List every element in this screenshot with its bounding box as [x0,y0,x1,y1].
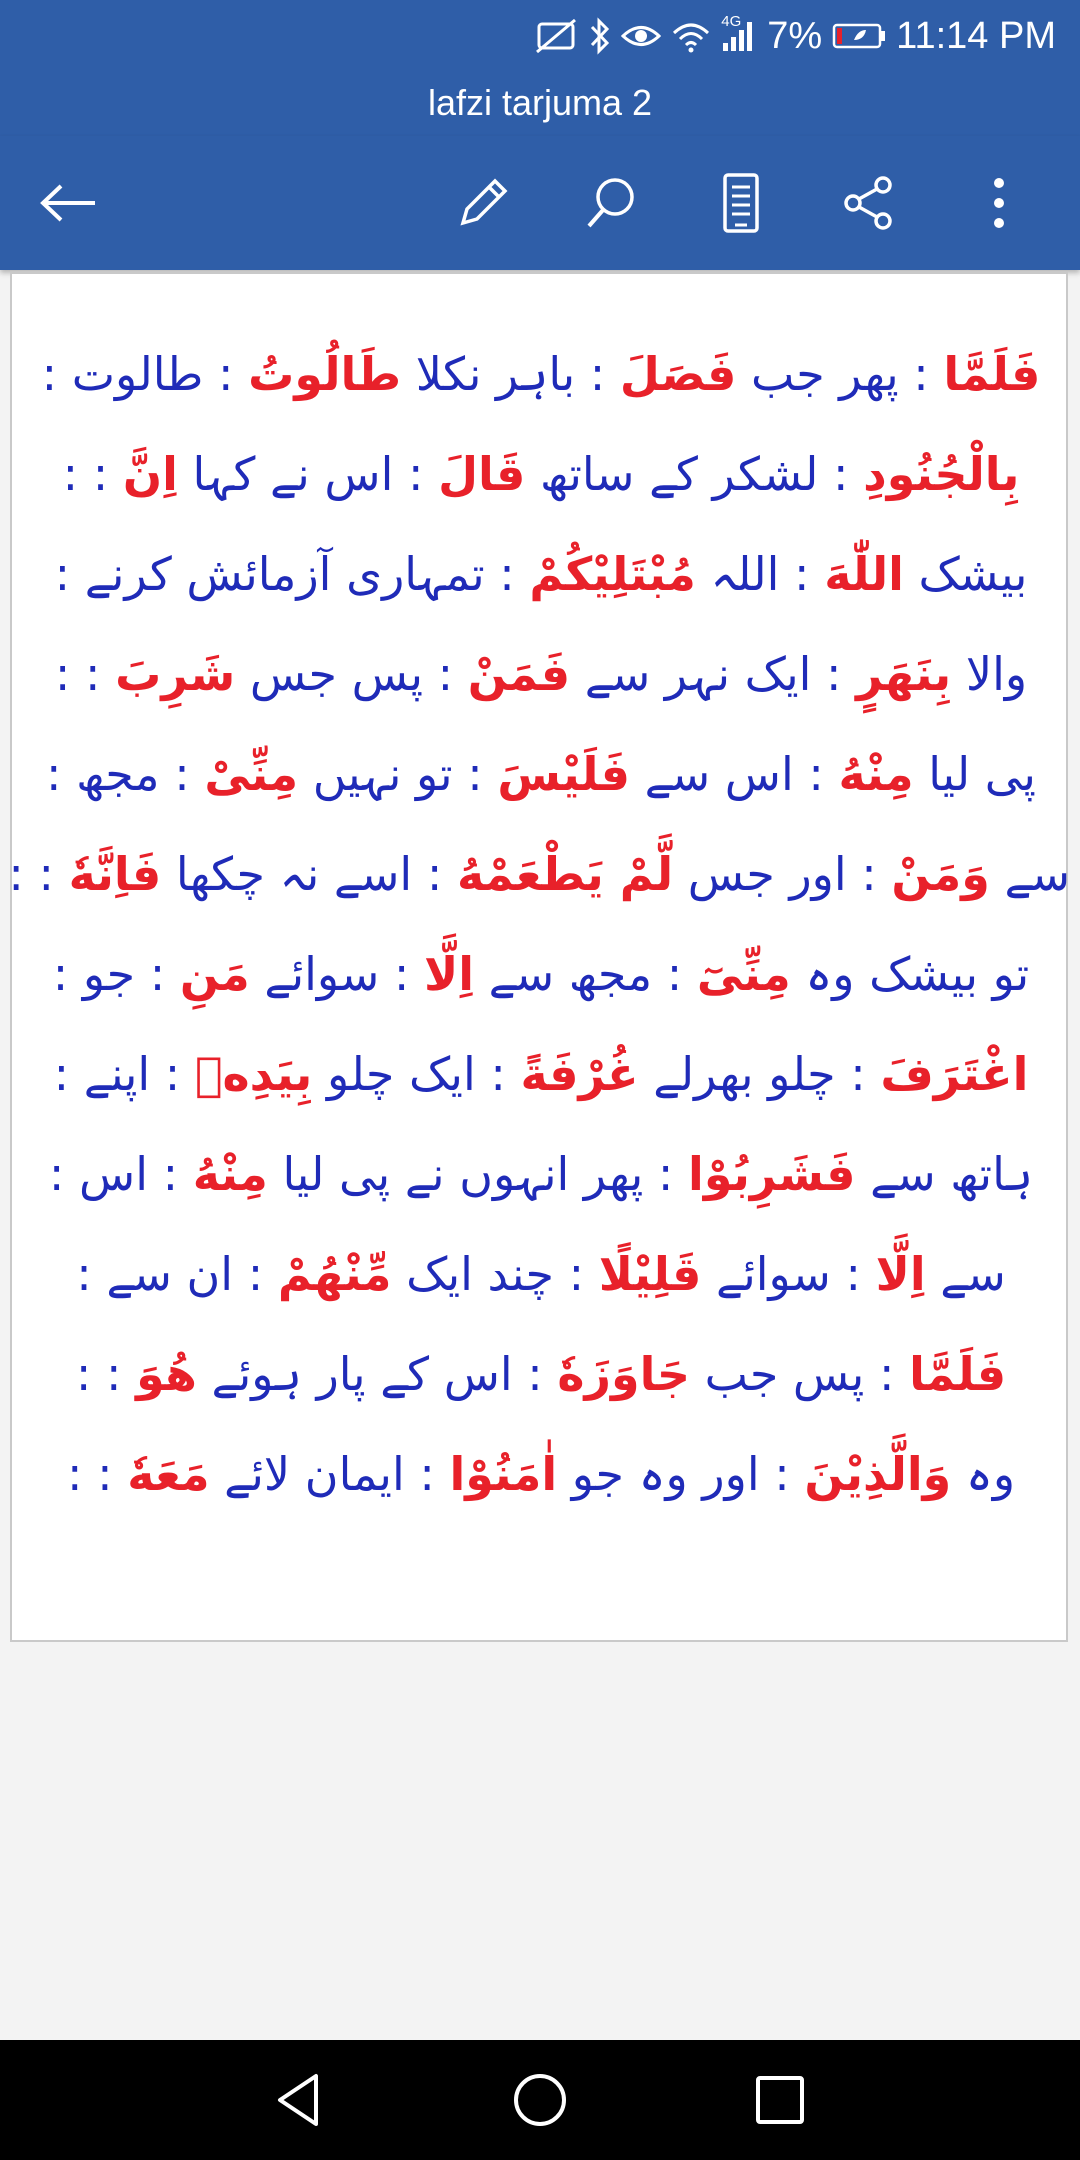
separator [904,547,919,601]
separator: : [475,1047,521,1101]
network-type-label: 4G [721,13,742,30]
arabic-word: مِنْهُ [192,1147,268,1201]
status-bar [0,0,1080,70]
arabic-word: طَالُوتُ [248,347,402,401]
separator: : [82,1447,128,1501]
separator: : [423,647,468,701]
separator: : [8,847,24,901]
separator: : [66,1447,83,1501]
separator [392,1247,407,1301]
separator: : [575,347,620,401]
separator [161,847,176,901]
urdu-translation: سوائے [264,947,380,1001]
share-icon [839,173,899,233]
urdu-translation: ایک نہر سے [584,647,812,701]
document-line [12,424,1070,524]
document-line [12,1024,1070,1124]
arabic-word: فَاِنَّهٗ [68,847,162,901]
separator [197,1347,212,1401]
arabic-word: فَلَمَّا [943,347,1041,401]
urdu-translation: لشکر کے ساتھ [540,447,819,501]
document-line [12,1224,1070,1324]
separator: : [652,947,697,1001]
separator: : [70,647,116,701]
separator [210,1447,225,1501]
separator: : [75,1347,92,1401]
separator [696,547,711,601]
urdu-translation: والا [965,647,1028,701]
separator: : [135,947,180,1001]
eye-icon [621,21,661,51]
urdu-translation: سوائے [715,1247,831,1301]
arabic-word: اِنَّ [122,447,178,501]
separator [525,447,540,501]
separator: : [41,347,72,401]
arabic-word: اٰمَنُوْا [449,1447,558,1501]
search-button[interactable] [566,158,656,248]
more-options-button[interactable] [954,158,1044,248]
arabic-word: بِالْجُنُودِ [863,447,1020,501]
arabic-word: قَالَ [438,447,526,501]
separator: : [150,1047,195,1101]
urdu-translation: اور وہ جو [571,1447,760,1501]
separator [690,1347,705,1401]
urdu-translation: وہ [965,1447,1016,1501]
separator: : [412,847,457,901]
urdu-translation: پس جب [704,1347,865,1401]
separator: : [484,547,530,601]
separator [312,1047,327,1101]
separator [926,1247,941,1301]
separator [855,1147,870,1201]
document-title: lafzi tarjuma 2 [0,70,1080,136]
separator [557,1447,572,1501]
urdu-translation: ایمان لائے [224,1447,405,1501]
arabic-word: وَالَّذِيْنَ [804,1447,952,1501]
wifi-icon [671,19,711,53]
separator: : [54,547,85,601]
edit-button[interactable] [438,158,528,248]
separator [630,747,645,801]
arabic-word: اللّٰهَ [824,547,904,601]
battery-icon [832,22,886,50]
navigation-bar [0,2040,1080,2160]
arabic-word: مِّنْهُمْ [277,1247,392,1301]
arabic-word: مُبْتَلِيْكُمْ [529,547,696,601]
arabic-word: مِنِّىٓ [696,947,791,1001]
separator: : [759,1447,805,1501]
urdu-translation: ایک چلو [326,1047,476,1101]
nav-home-button[interactable] [500,2060,580,2140]
document-line [12,1424,1070,1524]
urdu-translation: ان سے [106,1247,234,1301]
arabic-word: مِنْهُ [838,747,914,801]
document-line [12,1324,1070,1424]
document-line [8,824,1070,924]
no-sim-icon [533,16,579,56]
separator [951,647,966,701]
separator [268,1147,283,1201]
separator [951,1447,966,1501]
separator [701,1247,716,1301]
document-line [12,624,1070,724]
urdu-translation: اپنے [83,1047,151,1101]
separator [298,747,313,801]
separator: : [818,447,864,501]
urdu-translation: سے [940,1247,1006,1301]
separator: : [830,1247,876,1301]
separator: : [147,1147,193,1201]
urdu-translation: تو نہیں [312,747,453,801]
separator: : [52,947,83,1001]
reading-mode-icon [719,171,763,235]
document-line [12,324,1070,424]
separator: : [159,747,205,801]
document-line [12,524,1070,624]
document-line [12,1124,1070,1224]
arabic-word: اغْتَرَفَ [880,1047,1029,1101]
reading-mode-button[interactable] [696,158,786,248]
urdu-translation: پھر انہوں نے پی لیا [282,1147,644,1201]
separator [570,647,585,701]
back-arrow-icon [39,183,99,223]
separator: : [53,1047,84,1101]
separator [990,847,1005,901]
urdu-translation: مجھ سے [488,947,653,1001]
separator [178,447,193,501]
arabic-word: مَنِ [179,947,250,1001]
arabic-word: فَمَنْ [467,647,571,701]
recents-square-icon [750,2070,810,2130]
separator [639,1047,654,1101]
separator: : [48,1147,80,1201]
arabic-word: قَلِيْلًا [598,1247,702,1301]
separator: : [46,747,77,801]
separator: : [512,1347,558,1401]
separator: : [404,1447,450,1501]
home-circle-icon [510,2070,570,2130]
separator [250,947,265,1001]
arabic-word: شَرِبَ [115,647,236,701]
separator: : [379,947,424,1001]
separator [673,847,688,901]
arabic-word: وَمَنْ [891,847,990,901]
share-button[interactable] [824,158,914,248]
separator: : [779,547,825,601]
separator: : [91,1347,137,1401]
arabic-word: اِلَّا [423,947,475,1001]
urdu-translation: مجھ [76,747,160,801]
separator: : [835,1047,881,1101]
separator: : [898,347,944,401]
bluetooth-icon [589,16,611,56]
urdu-translation: اور جس [687,847,847,901]
separator [914,747,929,801]
nav-recents-button[interactable] [740,2060,820,2140]
urdu-translation: اس نے کہا [192,447,394,501]
arabic-word: لَّمْ يَطْعَمْهُ [456,847,674,901]
separator: : [554,1247,599,1301]
urdu-translation: ہاتھ سے [870,1147,1034,1201]
urdu-translation: اس کے پار ہوئے [211,1347,513,1401]
separator: : [846,847,892,901]
separator: : [452,747,498,801]
urdu-translation: پھر جب [751,347,899,401]
separator: : [203,347,249,401]
urdu-translation: جو [82,947,136,1001]
separator: : [23,847,69,901]
separator [736,347,751,401]
document-line [12,924,1070,1024]
status-icons [533,8,1056,64]
urdu-translation: باہر نکلا [415,347,576,401]
separator: : [793,747,839,801]
separator: : [54,647,71,701]
arabic-word: فَشَرِبُوْا [688,1147,856,1201]
separator: : [864,1347,910,1401]
separator: : [78,447,123,501]
separator: : [393,447,439,501]
nav-back-button[interactable] [260,2060,340,2140]
urdu-translation: اس سے [644,747,794,801]
separator [791,947,806,1001]
document-page[interactable] [10,272,1068,1642]
urdu-translation: چند ایک [406,1247,554,1301]
urdu-translation: چلو بھرلے [653,1047,836,1101]
urdu-translation: تو بیشک وہ [805,947,1030,1001]
signal-icon [721,13,757,53]
separator: : [643,1147,689,1201]
separator [401,347,416,401]
back-button[interactable] [24,158,114,248]
arabic-word: بِيَدِهٖ [194,1047,313,1101]
arabic-word: اِلَّا [875,1247,926,1301]
separator: : [811,647,857,701]
edit-pencil-icon [453,173,513,233]
arabic-word: مِنِّىْ [204,747,299,801]
urdu-translation: اللہ [710,547,780,601]
arabic-word: فَلَيْسَ [497,747,631,801]
urdu-translation: بیشک [918,547,1028,601]
urdu-translation: اس [79,1147,148,1201]
urdu-translation: طالوت [71,347,204,401]
more-vert-icon [989,173,1009,233]
toolbar [0,136,1080,270]
urdu-translation: پی لیا [928,747,1036,801]
separator [474,947,489,1001]
urdu-translation: اسے نہ چکھا [175,847,413,901]
arabic-word: غُرْفَةً [520,1047,639,1101]
document-line [12,724,1070,824]
separator: : [76,1247,107,1301]
arabic-word: مَعَهٗ [127,1447,210,1501]
urdu-translation: پس جس [249,647,424,701]
arabic-word: بِنَهَرٍ [856,647,952,701]
search-icon [581,173,641,233]
urdu-translation: سے [1004,847,1070,901]
battery-percent: 7% [767,14,823,57]
separator [235,647,250,701]
urdu-translation: تمہاری آزمائش کرنے [84,547,485,601]
arabic-word: جَاوَزَهٗ [557,1347,691,1401]
clock: 11:14 PM [896,14,1056,57]
arabic-word: فَصَلَ [619,347,737,401]
arabic-word: هُوَ [136,1347,197,1401]
separator: : [62,447,79,501]
arabic-word: فَلَمَّا [909,1347,1007,1401]
separator: : [233,1247,278,1301]
back-triangle-icon [270,2070,330,2130]
